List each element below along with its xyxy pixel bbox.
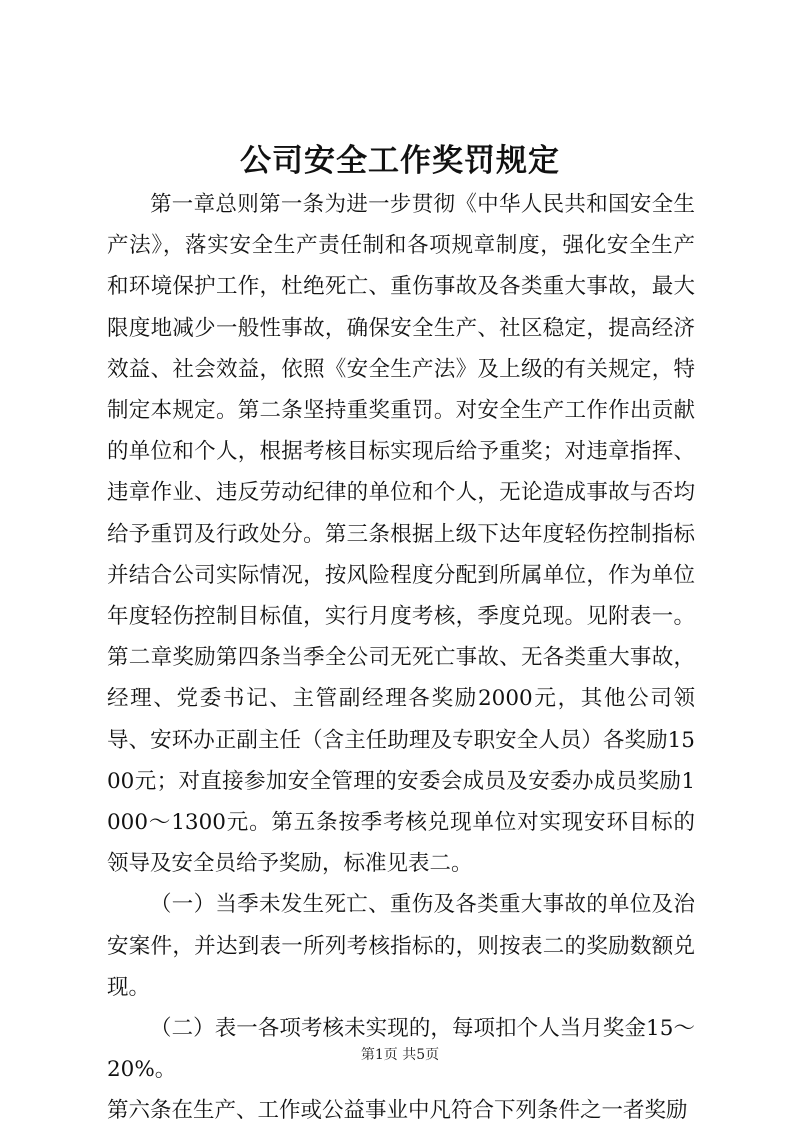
paragraph-2: （一）当季未发生死亡、重伤及各类重大事故的单位及治安案件，并达到表一所列考核指标的，则按表二的奖励数额兑现。 xyxy=(107,892,695,1000)
paragraph-4: 第六条在生产、工作或公益事业中凡符合下列条件之一者奖励 xyxy=(107,1098,688,1124)
page-footer: 第1页 共5页 xyxy=(360,1047,440,1063)
paragraph-3: （二）表一各项考核未实现的，每项扣个人当月奖金15～20%。 xyxy=(107,1016,695,1083)
document-body xyxy=(107,184,695,1132)
document-title: 公司安全工作奖罚规定 xyxy=(240,143,560,179)
paragraph-1: 第一章总则第一条为进一步贯彻《中华人民共和国安全生产法》，落实安全生产责任制和各项规章制度，强化安全生产和环境保护工作，杜绝死亡、重伤事故及各类重大事故，最大限度地减少一般性事故，确保安全生产、社区稳定，提高经济效益、社会效益，依照《安全生产法》及上级的有关规定，特制定本规定。第二条坚持重奖重罚。对安全生产工作作出贡献的单位和个人，根据考核目标实现后给予重奖；对违章指挥、违章作业、违反劳动纪律的单位和个人，无论造成事故与否均给予重罚及行政处分。第三条根据上级下达年度轻伤控制指标并结合公司实际情况，按风险程度分配到所属单位，作为单位年度轻伤控制目标值，实行月度考核，季度兑现。见附表一。第二章奖励第四条当季全公司无死亡事故、无各类重大事故，经理、党委书记、主管副经理各奖励2000元，其他公司领导、安环办正副主任（含主任助理及专职安全人员）各奖励1500元；对直接参加安全管理的安委会成员及安委办成员奖励1000～1300元。第五条按季考核兑现单位对实现安环目标的领导及安全员给予奖励，标准见表二。 xyxy=(107,192,695,877)
